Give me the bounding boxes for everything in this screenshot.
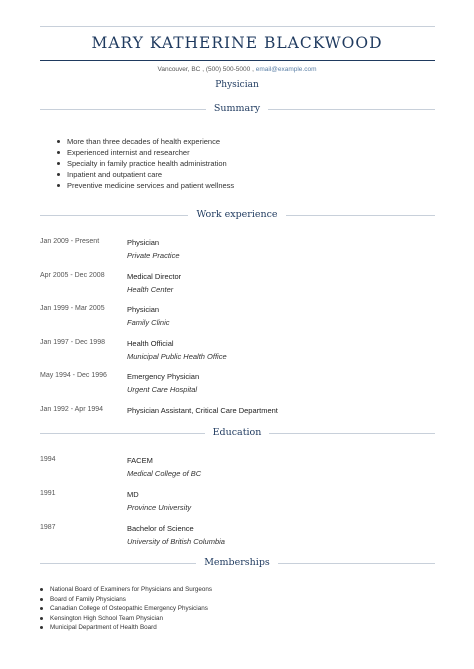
entry-date: Jan 2009 - Present (40, 238, 100, 245)
contact-line (0, 66, 474, 73)
entry-title: Physician Assistant, Critical Care Department (127, 406, 278, 415)
contact-separator: , (252, 66, 254, 73)
entry-place: Province University (127, 503, 192, 512)
section-title-summary: Summary (0, 103, 474, 114)
job-role: Physician (215, 80, 259, 90)
entry-date: 1991 (40, 490, 56, 497)
section-title-education: Education (0, 427, 474, 438)
list-item: Preventive medicine services and patient wellness (57, 180, 234, 191)
list-item: Municipal Department of Health Board (40, 623, 212, 633)
entry-title: Emergency Physician (127, 372, 200, 382)
entry-place: Private Practice (127, 251, 180, 260)
contact-separator: , (202, 66, 204, 73)
entry-place: Municipal Public Health Office (127, 351, 227, 361)
contact-city: Vancouver, BC (157, 66, 201, 73)
top-rule (40, 26, 435, 27)
contact-phone: (500) 500-5000 (205, 66, 251, 73)
memberships-list (40, 585, 212, 633)
entry-date: 1994 (40, 456, 56, 463)
entry-title: Health Official (127, 338, 174, 348)
entry-title: Physician (127, 238, 160, 247)
list-item: Kensington High School Team Physician (40, 614, 212, 624)
list-item: Board of Family Physicians (40, 595, 212, 605)
list-item: National Board of Examiners for Physicians and Surgeons (40, 585, 212, 595)
entry-title: Bachelor of Science (127, 524, 194, 533)
summary-list (57, 136, 234, 191)
entry-place: Family Clinic (127, 318, 170, 328)
entry-date: 1987 (40, 524, 56, 531)
entry-title: Medical Director (127, 271, 182, 281)
entry-place: Medical College of BC (127, 469, 202, 478)
name-underline (40, 60, 435, 61)
entry-title: FACEM (127, 456, 153, 465)
contact-email-link[interactable]: email@example.com (255, 66, 317, 73)
entry-date: Jan 1992 - Apr 1994 (40, 406, 104, 413)
list-item: Canadian College of Osteopathic Emergency Physicians (40, 604, 212, 614)
list-item: Specialty in family practice health administration (57, 158, 234, 169)
section-title-memberships: Memberships (0, 557, 474, 568)
entry-date: May 1994 - Dec 1996 (40, 372, 107, 380)
entry-title: MD (127, 490, 139, 499)
entry-place: University of British Columbia (127, 537, 225, 546)
list-item: More than three decades of health experience (57, 136, 234, 147)
entry-date: Jan 1999 - Mar 2005 (40, 305, 105, 313)
entry-place: Urgent Care Hospital (127, 385, 198, 395)
entry-title: Physician (127, 305, 160, 315)
entry-place: Health Center (127, 284, 174, 294)
section-title-work: Work experience (0, 209, 474, 220)
list-item: Experienced internist and researcher (57, 147, 234, 158)
candidate-name: MARY KATHERINE BLACKWOOD (91, 34, 383, 52)
entry-date: Apr 2005 - Dec 2008 (40, 271, 105, 279)
list-item: Inpatient and outpatient care (57, 169, 234, 180)
entry-date: Jan 1997 - Dec 1998 (40, 338, 105, 346)
